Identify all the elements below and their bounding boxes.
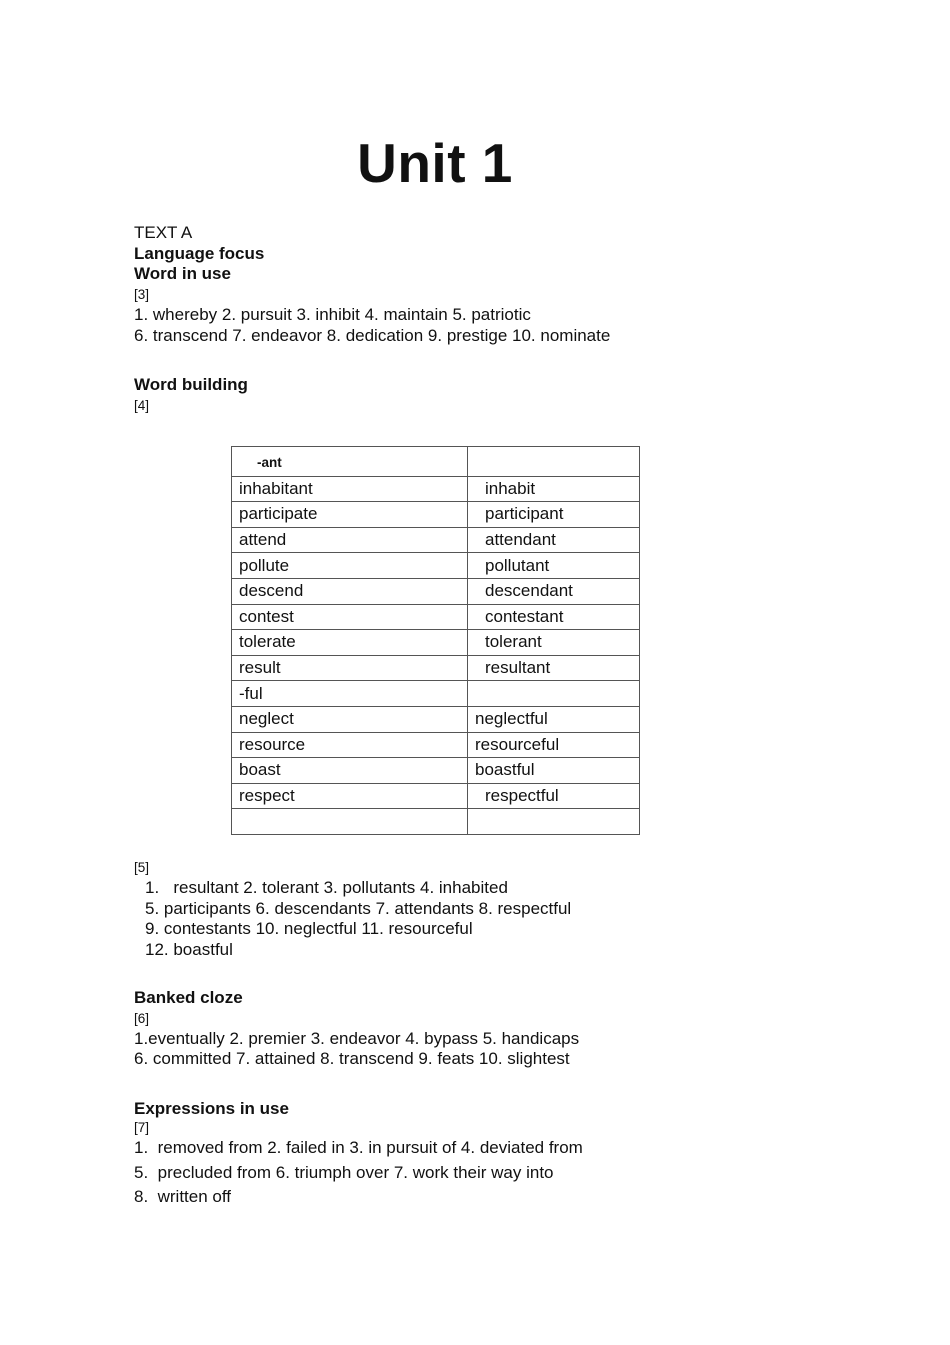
table-cell: inhabitant <box>232 476 468 502</box>
answer-line: 9. contestants 10. neglectful 11. resourceful <box>145 919 473 939</box>
table-row <box>232 706 640 732</box>
table-row <box>232 604 640 630</box>
word-in-use-heading: Word in use <box>134 264 231 284</box>
table-row <box>232 578 640 604</box>
table-cell: respectful <box>468 783 640 809</box>
table-cell: neglect <box>232 706 468 732</box>
table-row <box>232 681 640 707</box>
answer-line: 12. boastful <box>145 940 233 960</box>
text-a-section <box>134 223 610 347</box>
answer-line: 5. precluded from 6. triumph over 7. work their way into <box>134 1162 554 1182</box>
table-row <box>232 809 640 835</box>
word-building-heading: Word building <box>134 375 248 394</box>
banked-cloze-section <box>134 988 579 1070</box>
answer-line: 6. transcend 7. endeavor 8. dedication 9. prestige 10. nominate <box>134 325 611 345</box>
table-row <box>232 447 640 477</box>
table-cell <box>468 809 640 835</box>
table-header-ant: -ant <box>232 447 468 477</box>
table-cell: neglectful <box>468 706 640 732</box>
table-row <box>232 502 640 528</box>
table-cell: contestant <box>468 604 640 630</box>
table-cell: respect <box>232 783 468 809</box>
exercise-label: [5] <box>134 860 150 875</box>
table-row <box>232 783 640 809</box>
exercise-label: [7] <box>134 1119 150 1135</box>
table-cell: tolerate <box>232 630 468 656</box>
table-cell: resultant <box>468 655 640 681</box>
answer-line: 1. resultant 2. tolerant 3. pollutants 4. inhabited <box>145 878 508 897</box>
answer-line: 5. participants 6. descendants 7. attendants 8. respectful <box>145 898 572 918</box>
table-cell: attendant <box>468 527 640 553</box>
table-cell: pollute <box>232 553 468 579</box>
section-label: TEXT A <box>134 223 193 242</box>
table-cell: attend <box>232 527 468 553</box>
answer-line: 1. whereby 2. pursuit 3. inhibit 4. maintain 5. patriotic <box>134 305 531 325</box>
table-cell: participant <box>468 502 640 528</box>
table-row <box>232 732 640 758</box>
table-cell: boast <box>232 758 468 784</box>
table-cell: descend <box>232 578 468 604</box>
table-cell: contest <box>232 604 468 630</box>
table-row <box>232 630 640 656</box>
exercise-label: [4] <box>134 397 150 413</box>
table-row <box>232 553 640 579</box>
answer-line: 1.eventually 2. premier 3. endeavor 4. bypass 5. handicaps <box>134 1028 580 1048</box>
language-focus-heading: Language focus <box>134 243 265 263</box>
expressions-in-use-heading: Expressions in use <box>134 1099 289 1118</box>
table-cell: boastful <box>468 758 640 784</box>
exercise-5-section <box>134 858 571 961</box>
exercise-label: [3] <box>134 287 150 303</box>
answer-line: 8. written off <box>134 1187 232 1207</box>
table-cell <box>468 681 640 707</box>
table-row <box>232 655 640 681</box>
page-title: Unit 1 <box>357 132 513 194</box>
table-header-ful: -ful <box>232 681 468 707</box>
answer-line: 1. removed from 2. failed in 3. in pursuit of 4. deviated from <box>134 1137 583 1157</box>
table-cell: descendant <box>468 578 640 604</box>
table-cell: participate <box>232 502 468 528</box>
word-building-section <box>134 375 248 416</box>
table-row <box>232 476 640 502</box>
table-cell: resourceful <box>468 732 640 758</box>
table-row <box>232 758 640 784</box>
table-row <box>232 527 640 553</box>
answer-line: 6. committed 7. attained 8. transcend 9. feats 10. slightest <box>134 1049 570 1069</box>
table-cell: result <box>232 655 468 681</box>
table-cell: pollutant <box>468 553 640 579</box>
table-cell: inhabit <box>468 476 640 502</box>
table-cell: tolerant <box>468 630 640 656</box>
exercise-label: [6] <box>134 1010 150 1026</box>
expressions-in-use-section <box>134 1099 583 1210</box>
table-cell <box>468 447 640 477</box>
table-cell: resource <box>232 732 468 758</box>
word-building-table <box>231 446 640 835</box>
banked-cloze-heading: Banked cloze <box>134 988 243 1007</box>
table-cell <box>232 809 468 835</box>
